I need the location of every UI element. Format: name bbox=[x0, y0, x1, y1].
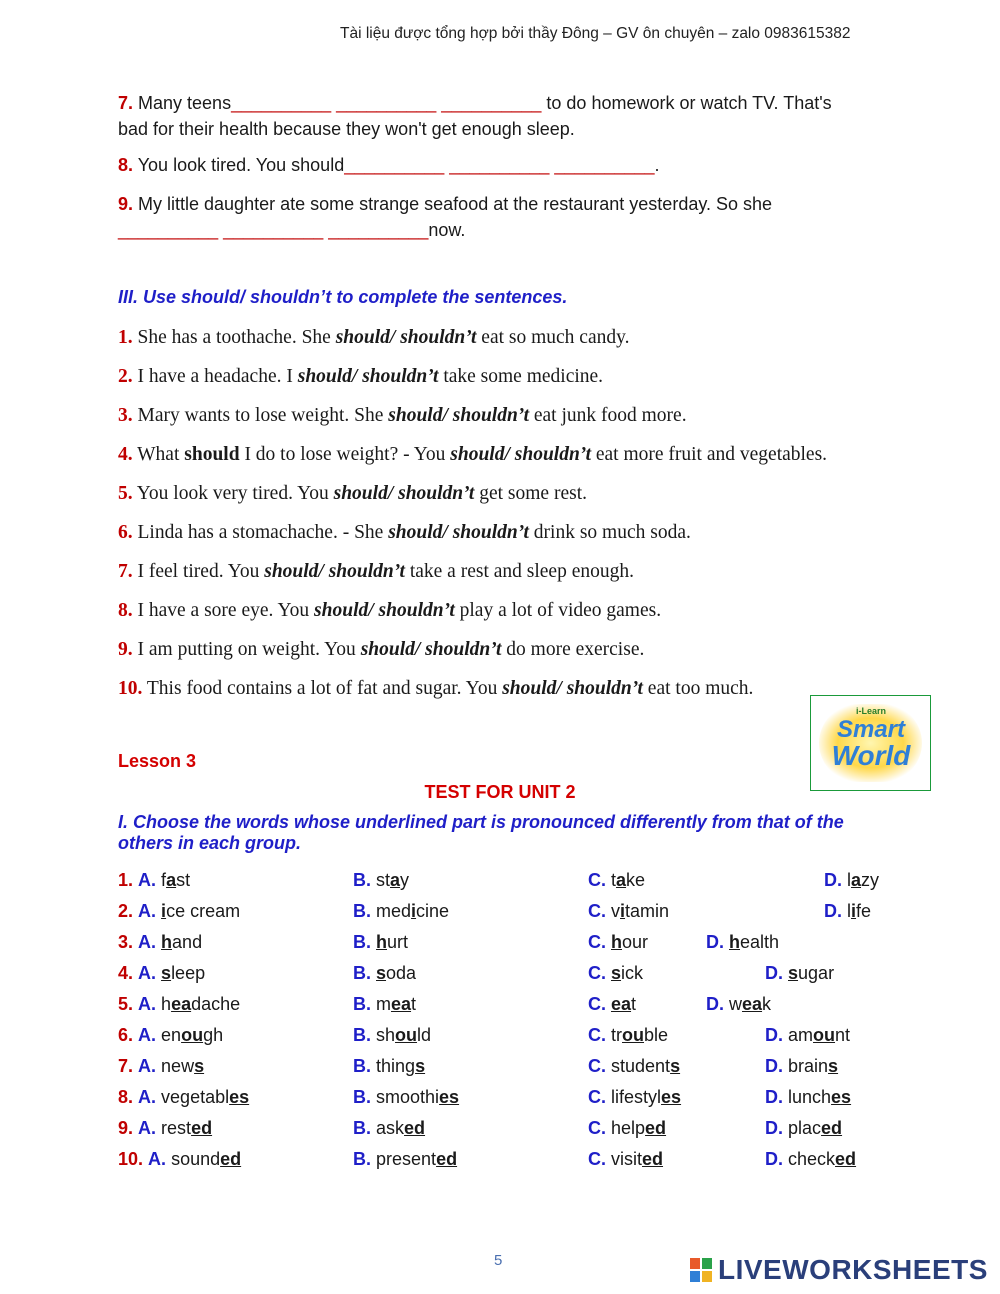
choice-should-shouldnt[interactable]: should/ shouldn’t bbox=[360, 639, 502, 660]
word-part: tr bbox=[611, 1025, 623, 1045]
word-part: check bbox=[788, 1149, 836, 1169]
option-a[interactable] bbox=[118, 932, 202, 953]
item-number: 6. bbox=[118, 522, 133, 543]
underlined-part: ea bbox=[611, 994, 632, 1014]
should-item-1 bbox=[118, 327, 918, 349]
option-c[interactable] bbox=[588, 963, 643, 984]
question-number: 6. bbox=[118, 1025, 134, 1045]
word-part: leep bbox=[171, 963, 206, 983]
underlined-part: ed bbox=[220, 1149, 242, 1169]
word-part: ble bbox=[644, 1025, 669, 1045]
item-number: 1. bbox=[118, 327, 133, 348]
word-part: t bbox=[411, 994, 417, 1014]
answer-blanks[interactable]: __________ __________ __________ bbox=[344, 155, 655, 175]
pronunciation-row bbox=[118, 1025, 898, 1051]
underlined-part: ou bbox=[813, 1025, 836, 1045]
underlined-part: s bbox=[161, 963, 172, 983]
word-part: rest bbox=[161, 1118, 192, 1138]
underlined-part: i bbox=[851, 901, 857, 921]
should-item-5 bbox=[118, 483, 918, 505]
section-i-title-line2: others in each group. bbox=[118, 833, 302, 853]
item-text-line2: bad for their health because they won't get enough sleep. bbox=[118, 119, 575, 139]
word-part: present bbox=[376, 1149, 437, 1169]
item-text: She has a toothache. She bbox=[132, 327, 336, 348]
word-part: brain bbox=[788, 1056, 829, 1076]
section-3-title: III. Use should/ shouldn’t to complete the sentences. bbox=[118, 287, 568, 307]
option-letter: C. bbox=[588, 901, 606, 921]
should-item-7 bbox=[118, 561, 918, 583]
option-letter: A. bbox=[148, 1149, 167, 1169]
item-text: take a rest and sleep enough. bbox=[404, 561, 634, 582]
word-part: st bbox=[376, 870, 391, 890]
underlined-part: ed bbox=[821, 1118, 843, 1138]
question-number: 10. bbox=[118, 1149, 144, 1169]
pronunciation-row bbox=[118, 932, 898, 958]
word-part: ick bbox=[621, 963, 644, 983]
word-part: cine bbox=[416, 901, 450, 921]
choice-should-shouldnt[interactable]: should/ shouldn’t bbox=[502, 678, 643, 699]
option-letter: C. bbox=[588, 1056, 606, 1076]
exercise-item-7 bbox=[118, 90, 898, 142]
option-letter: D. bbox=[824, 870, 842, 890]
item-text: I am putting on weight. You bbox=[132, 639, 361, 660]
word-part: en bbox=[161, 1025, 182, 1045]
option-c[interactable] bbox=[588, 1056, 680, 1077]
option-b[interactable] bbox=[353, 870, 409, 891]
underlined-part: es bbox=[229, 1087, 250, 1107]
page-number: 5 bbox=[494, 1252, 503, 1269]
option-letter: C. bbox=[588, 963, 606, 983]
page-header: Tài liệu được tổng hợp bởi thầy Đông – GV ôn chuyên – zalo 0983615382 bbox=[340, 25, 851, 42]
option-letter: B. bbox=[353, 1056, 371, 1076]
pronunciation-row bbox=[118, 1118, 898, 1144]
underlined-part: ed bbox=[191, 1118, 213, 1138]
word-part: ugar bbox=[798, 963, 835, 983]
word-part: ask bbox=[376, 1118, 405, 1138]
question-number: 5. bbox=[118, 994, 134, 1014]
item-text: I do to lose weight? - You bbox=[239, 444, 451, 465]
should-item-3 bbox=[118, 405, 918, 427]
item-text: take some medicine. bbox=[438, 366, 604, 387]
underlined-part: s bbox=[611, 963, 622, 983]
pronunciation-row bbox=[118, 1056, 898, 1082]
option-c[interactable] bbox=[588, 994, 636, 1015]
word-part: vegetabl bbox=[161, 1087, 230, 1107]
option-letter: B. bbox=[353, 932, 371, 952]
word-part: st bbox=[176, 870, 191, 890]
item-text: eat junk food more. bbox=[528, 405, 687, 426]
item-text: do more exercise. bbox=[501, 639, 645, 660]
pronunciation-row bbox=[118, 994, 898, 1020]
answer-blanks[interactable]: __________ __________ __________ bbox=[118, 220, 429, 240]
underlined-part: ou bbox=[622, 1025, 645, 1045]
option-a[interactable] bbox=[118, 870, 190, 891]
word-part: ealth bbox=[740, 932, 780, 952]
underlined-part: ed bbox=[404, 1118, 426, 1138]
option-letter: C. bbox=[588, 1149, 606, 1169]
word-part: med bbox=[376, 901, 412, 921]
underlined-part: s bbox=[788, 963, 799, 983]
item-text: now. bbox=[428, 220, 466, 240]
underlined-part: s bbox=[194, 1056, 205, 1076]
option-letter: C. bbox=[588, 1025, 606, 1045]
option-b[interactable] bbox=[353, 1149, 457, 1170]
question-number: 1. bbox=[118, 870, 134, 890]
option-letter: C. bbox=[588, 994, 606, 1014]
choice-should-shouldnt[interactable]: should/ shouldn’t bbox=[388, 405, 529, 426]
liveworksheets-icon bbox=[690, 1258, 712, 1282]
option-letter: B. bbox=[353, 994, 371, 1014]
option-letter: D. bbox=[824, 901, 842, 921]
word-part: nt bbox=[835, 1025, 851, 1045]
should-item-10 bbox=[118, 678, 918, 700]
word-part: plac bbox=[788, 1118, 822, 1138]
option-letter: A. bbox=[138, 994, 157, 1014]
option-letter: C. bbox=[588, 1087, 606, 1107]
item-bold: should bbox=[184, 444, 240, 465]
option-letter: A. bbox=[138, 1025, 157, 1045]
word-part: sh bbox=[376, 1025, 396, 1045]
option-letter: B. bbox=[353, 870, 371, 890]
option-b[interactable] bbox=[353, 901, 449, 922]
option-b[interactable] bbox=[353, 994, 416, 1015]
option-letter: C. bbox=[588, 870, 606, 890]
word-part: m bbox=[376, 994, 392, 1014]
underlined-part: es bbox=[439, 1087, 460, 1107]
option-letter: D. bbox=[765, 1056, 783, 1076]
option-letter: A. bbox=[138, 1056, 157, 1076]
question-number: 9. bbox=[118, 1118, 134, 1138]
smart-world-logo bbox=[810, 695, 931, 791]
underlined-part: s bbox=[376, 963, 387, 983]
option-letter: B. bbox=[353, 1149, 371, 1169]
option-d[interactable] bbox=[765, 1056, 838, 1077]
option-c[interactable] bbox=[588, 1025, 668, 1046]
option-letter: A. bbox=[138, 901, 157, 921]
word-part: oda bbox=[386, 963, 417, 983]
option-b[interactable] bbox=[353, 963, 416, 984]
option-d[interactable] bbox=[765, 1025, 850, 1046]
option-letter: A. bbox=[138, 870, 157, 890]
option-letter: C. bbox=[588, 932, 606, 952]
item-number: 4. bbox=[118, 444, 133, 465]
item-number: 9. bbox=[118, 639, 133, 660]
underlined-part: s bbox=[828, 1056, 839, 1076]
option-d[interactable] bbox=[765, 1149, 856, 1170]
should-item-4 bbox=[118, 444, 918, 466]
option-letter: A. bbox=[138, 932, 157, 952]
word-part: ld bbox=[417, 1025, 432, 1045]
option-c[interactable] bbox=[588, 1087, 681, 1108]
underlined-part: ea bbox=[171, 994, 192, 1014]
option-letter: A. bbox=[138, 1087, 157, 1107]
item-text: get some rest. bbox=[474, 483, 587, 504]
option-letter: B. bbox=[353, 1025, 371, 1045]
word-part: h bbox=[161, 994, 172, 1014]
choice-should-shouldnt[interactable]: should/ shouldn’t bbox=[388, 522, 529, 543]
item-text: You look tired. You should bbox=[133, 155, 345, 175]
underlined-part: h bbox=[161, 932, 173, 952]
option-c[interactable] bbox=[588, 932, 648, 953]
item-number: 7. bbox=[118, 561, 133, 582]
choice-should-shouldnt[interactable]: should/ shouldn’t bbox=[297, 366, 439, 387]
item-number: 3. bbox=[118, 405, 133, 426]
item-text: My little daughter ate some strange seafood at the restaurant yesterday. So she bbox=[133, 194, 773, 214]
word-part: t bbox=[631, 994, 637, 1014]
lesson-title: Lesson 3 bbox=[118, 751, 197, 771]
item-text: Many teens bbox=[133, 93, 232, 113]
option-d[interactable] bbox=[765, 1087, 851, 1108]
item-number: 5. bbox=[118, 483, 133, 504]
word-part: zy bbox=[861, 870, 880, 890]
option-d[interactable] bbox=[824, 901, 871, 922]
underlined-part: s bbox=[415, 1056, 426, 1076]
should-item-2 bbox=[118, 366, 918, 388]
item-text: eat more fruit and vegetables. bbox=[590, 444, 828, 465]
exercise-item-9 bbox=[118, 191, 898, 243]
word-part: urt bbox=[387, 932, 409, 952]
question-number: 7. bbox=[118, 1056, 134, 1076]
option-letter: D. bbox=[765, 963, 783, 983]
word-part: new bbox=[161, 1056, 195, 1076]
underlined-part: ou bbox=[181, 1025, 204, 1045]
underlined-part: ed bbox=[436, 1149, 458, 1169]
pronunciation-row bbox=[118, 870, 898, 896]
option-a[interactable] bbox=[118, 1118, 212, 1139]
option-letter: B. bbox=[353, 963, 371, 983]
exercise-item-8 bbox=[118, 152, 898, 178]
item-text: I feel tired. You bbox=[132, 561, 265, 582]
option-letter: B. bbox=[353, 1118, 371, 1138]
underlined-part: h bbox=[611, 932, 623, 952]
option-d[interactable] bbox=[706, 932, 779, 953]
word-part: t bbox=[611, 870, 617, 890]
word-part: student bbox=[611, 1056, 671, 1076]
word-part: v bbox=[611, 901, 621, 921]
answer-blanks[interactable]: __________ __________ __________ bbox=[231, 93, 542, 113]
item-text: Mary wants to lose weight. She bbox=[132, 405, 389, 426]
option-letter: D. bbox=[765, 1025, 783, 1045]
item-text: I have a sore eye. You bbox=[132, 600, 315, 621]
item-number: 9. bbox=[118, 194, 134, 214]
item-number: 7. bbox=[118, 93, 134, 113]
question-number: 2. bbox=[118, 901, 134, 921]
underlined-part: h bbox=[376, 932, 388, 952]
item-text: to do homework or watch TV. That's bbox=[541, 93, 832, 113]
option-a[interactable] bbox=[118, 1087, 249, 1108]
option-letter: C. bbox=[588, 1118, 606, 1138]
should-item-8 bbox=[118, 600, 918, 622]
choice-should-shouldnt[interactable]: should/ shouldn’t bbox=[264, 561, 405, 582]
option-c[interactable] bbox=[588, 1149, 663, 1170]
word-part: tamin bbox=[625, 901, 670, 921]
logo-line1: i-Learn bbox=[855, 706, 886, 716]
should-item-9 bbox=[118, 639, 918, 661]
word-part: our bbox=[622, 932, 649, 952]
underlined-part: es bbox=[661, 1087, 682, 1107]
underlined-part: ea bbox=[742, 994, 763, 1014]
underlined-part: ed bbox=[835, 1149, 857, 1169]
option-b[interactable] bbox=[353, 932, 408, 953]
option-letter: D. bbox=[765, 1087, 783, 1107]
word-part: k bbox=[762, 994, 772, 1014]
item-number: 8. bbox=[118, 155, 134, 175]
underlined-part: i bbox=[620, 901, 626, 921]
underlined-part: ou bbox=[395, 1025, 418, 1045]
pronunciation-row bbox=[118, 1149, 898, 1175]
word-part: sound bbox=[171, 1149, 221, 1169]
test-title: TEST FOR UNIT 2 bbox=[424, 782, 576, 802]
option-c[interactable] bbox=[588, 870, 645, 891]
underlined-part: ea bbox=[391, 994, 412, 1014]
choice-should-shouldnt[interactable]: should/ shouldn’t bbox=[450, 444, 591, 465]
item-text: . bbox=[654, 155, 660, 175]
underlined-part: i bbox=[161, 901, 167, 921]
logo-line3: World bbox=[831, 740, 911, 771]
word-part: l bbox=[847, 870, 852, 890]
word-part: gh bbox=[203, 1025, 224, 1045]
choice-should-shouldnt[interactable]: should/ shouldn’t bbox=[314, 600, 455, 621]
underlined-part: es bbox=[831, 1087, 852, 1107]
option-b[interactable] bbox=[353, 1118, 425, 1139]
option-b[interactable] bbox=[353, 1025, 431, 1046]
pronunciation-row bbox=[118, 963, 898, 989]
question-number: 3. bbox=[118, 932, 134, 952]
word-part: help bbox=[611, 1118, 646, 1138]
word-part: am bbox=[788, 1025, 814, 1045]
question-number: 8. bbox=[118, 1087, 134, 1107]
underlined-part: s bbox=[670, 1056, 681, 1076]
logo-line2: Smart bbox=[836, 716, 906, 743]
question-number: 4. bbox=[118, 963, 134, 983]
option-a[interactable] bbox=[118, 1025, 223, 1046]
word-part: lifestyl bbox=[611, 1087, 662, 1107]
pronunciation-row bbox=[118, 901, 898, 927]
option-letter: A. bbox=[138, 1118, 157, 1138]
word-part: ce cream bbox=[166, 901, 241, 921]
item-text: What bbox=[132, 444, 185, 465]
word-part: fe bbox=[856, 901, 872, 921]
option-letter: D. bbox=[706, 994, 724, 1014]
word-part: lunch bbox=[788, 1087, 832, 1107]
underlined-part: h bbox=[729, 932, 741, 952]
pronunciation-row bbox=[118, 1087, 898, 1113]
should-item-6 bbox=[118, 522, 918, 544]
word-part: ke bbox=[626, 870, 646, 890]
item-text: This food contains a lot of fat and sugar. You bbox=[142, 678, 503, 699]
choice-should-shouldnt[interactable]: should/ shouldn’t bbox=[333, 483, 475, 504]
underlined-part: a bbox=[390, 870, 401, 890]
option-b[interactable] bbox=[353, 1087, 459, 1108]
option-letter: D. bbox=[706, 932, 724, 952]
word-part: dache bbox=[191, 994, 241, 1014]
section-i-title-line1: I. Choose the words whose underlined part is pronounced differently from that of the bbox=[118, 812, 844, 832]
word-part: visit bbox=[611, 1149, 643, 1169]
option-a[interactable] bbox=[118, 963, 205, 984]
option-b[interactable] bbox=[353, 1056, 425, 1077]
item-number: 2. bbox=[118, 366, 133, 387]
option-d[interactable] bbox=[824, 870, 879, 891]
item-number: 10. bbox=[118, 678, 143, 699]
underlined-part: a bbox=[851, 870, 862, 890]
word-part: smoothi bbox=[376, 1087, 440, 1107]
underlined-part: ed bbox=[645, 1118, 667, 1138]
section-i-title bbox=[118, 812, 844, 854]
option-d[interactable] bbox=[765, 963, 834, 984]
item-number: 8. bbox=[118, 600, 133, 621]
item-text: Linda has a stomachache. - She bbox=[132, 522, 389, 543]
item-text: eat too much. bbox=[642, 678, 754, 699]
word-part: f bbox=[161, 870, 167, 890]
underlined-part: a bbox=[616, 870, 627, 890]
option-a[interactable] bbox=[118, 994, 240, 1015]
option-c[interactable] bbox=[588, 1118, 666, 1139]
option-a[interactable] bbox=[118, 901, 240, 922]
option-letter: D. bbox=[765, 1149, 783, 1169]
option-letter: A. bbox=[138, 963, 157, 983]
word-part: y bbox=[400, 870, 410, 890]
item-text: I have a headache. I bbox=[132, 366, 298, 387]
choice-should-shouldnt[interactable]: should/ shouldn’t bbox=[335, 327, 477, 348]
item-text: eat so much candy. bbox=[476, 327, 630, 348]
item-text: drink so much soda. bbox=[528, 522, 691, 543]
option-a[interactable] bbox=[118, 1056, 204, 1077]
item-text: play a lot of video games. bbox=[454, 600, 662, 621]
word-part: w bbox=[729, 994, 743, 1014]
option-d[interactable] bbox=[765, 1118, 842, 1139]
option-letter: D. bbox=[765, 1118, 783, 1138]
word-part: and bbox=[172, 932, 203, 952]
word-part: l bbox=[847, 901, 852, 921]
word-part: thing bbox=[376, 1056, 416, 1076]
item-text: You look very tired. You bbox=[132, 483, 334, 504]
option-d[interactable] bbox=[706, 994, 771, 1015]
underlined-part: a bbox=[166, 870, 177, 890]
brand-name: LIVEWORKSHEETS bbox=[718, 1254, 988, 1285]
underlined-part: ed bbox=[642, 1149, 664, 1169]
option-a[interactable] bbox=[118, 1149, 241, 1170]
underlined-part: i bbox=[411, 901, 417, 921]
option-letter: B. bbox=[353, 901, 371, 921]
option-c[interactable] bbox=[588, 901, 669, 922]
option-letter: B. bbox=[353, 1087, 371, 1107]
